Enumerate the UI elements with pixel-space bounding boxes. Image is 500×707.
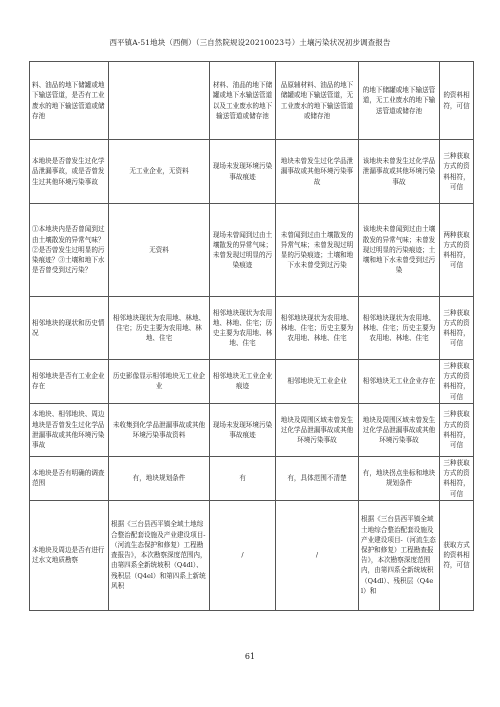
interview-cell: 相邻地块现状为农用地、林地、住宅；历史主要为农用地、林地、住宅 [276, 297, 359, 360]
document-cell: 无资料 [109, 204, 210, 297]
table-row [30, 403, 474, 456]
site-survey-cell: 相邻地块无工业企业痕迹 [210, 360, 276, 404]
consistency-cell: 三种获取方式的资料相符，可信 [440, 456, 474, 500]
page-header-title: 西平镇A-51地块（西侧）（三自然院规设20210023号）土壤污染状况初步调查报告 [109, 38, 391, 47]
site-survey-cell: 现场未发现环境污染事故痕迹 [210, 140, 276, 204]
interview-cell: / [276, 500, 359, 610]
conclusion-cell: 根据《三台县西平镇全域土地综合整治配套设施及产业建设项目-（河流生态保护和修复）工程勘查报告》，本次勘察深度范围内，由第四系全新统坡积（Q4dl）、残积层（Q4el）和 [359, 500, 440, 610]
document-cell: 未收集到化学品泄漏事故或其他环境污染事故资料 [109, 403, 210, 456]
table-row [30, 204, 474, 297]
conclusion-cell: 有，地块拐点坐标和地块规划条件 [359, 456, 440, 500]
item-cell: 相邻地块是否有工业企业存在 [30, 360, 109, 404]
document-cell: 根据《三台县西平镇全域土地综合整治配套设施及产业建设项目-（河流生态保护和修复）工程勘查报告》，本次勘察深度范围内，由第四系全新统坡积（Q4dl）、残积层（Q4el）和第四系上新统风积 [109, 500, 210, 610]
page-number: 61 [244, 652, 256, 661]
site-survey-cell: 现场未发现环境污染事故痕迹 [210, 403, 276, 456]
table-body [30, 62, 474, 611]
consistency-cell: 三种获取方式的资料相符，可信 [440, 140, 474, 204]
table-row [30, 456, 474, 500]
table-row [30, 62, 474, 140]
table-row [30, 360, 474, 404]
document-cell [109, 62, 210, 140]
interview-cell: 地块未曾发生过化学品泄漏事故或其他环境污染事故 [276, 140, 359, 204]
interview-cell: 未曾闻到过由土壤散发的异常气味；未曾发现过明显的污染痕迹；土壤和地下水未曾受到过污染 [276, 204, 359, 297]
site-survey-cell: 有 [210, 456, 276, 500]
conclusion-cell: 该地块未曾闻到过由土壤散发的异常气味；未曾发现过明显的污染痕迹；土壤和地下水未曾受到过污染 [359, 204, 440, 297]
item-cell: 相邻地块的现状和历史情况 [30, 297, 109, 360]
item-cell: 本地块、相邻地块、周边地块是否曾发生过化学品泄漏事故或其他环境污染事故 [30, 403, 109, 456]
site-survey-cell: 现场未曾闻到过由土壤散发的异常气味；未曾发现过明显的污染痕迹 [210, 204, 276, 297]
interview-cell: 相邻地块无工业企业 [276, 360, 359, 404]
item-cell: 本地块是否曾发生过化学品泄漏事故，或是否曾发生过其他环境污染事故 [30, 140, 109, 204]
item-cell: 本地块及周边是否有进行过水文地质勘察 [30, 500, 109, 610]
site-survey-cell: 材料、油品的地下储罐或地下水输送管道以及工业废水的地下输送管道或储存池 [210, 62, 276, 140]
document-cell: 相邻地块现状为农用地、林地、住宅；历史主要为农用地、林地、住宅 [109, 297, 210, 360]
conclusion-cell: 该地块未曾发生过化学品泄漏事故或其他环境污染事故 [359, 140, 440, 204]
interview-cell: 品原辅材料、油品的地下储罐或地下输送管道，无工业废水的地下输送管道或储存池 [276, 62, 359, 140]
item-cell: ①本地块内是否曾闻到过由土壤散发的异常气味？②是否曾发生过明显的污染痕迹？③土壤和地下水是否曾受到过污染？ [30, 204, 109, 297]
conclusion-cell: 的地下储罐或地下输送管道，无工业废水的地下输送管道或储存池 [359, 62, 440, 140]
site-survey-cell: / [210, 500, 276, 610]
document-cell: 有，地块规划条件 [109, 456, 210, 500]
consistency-cell: 三种获取方式的资料相符，可信 [440, 360, 474, 404]
item-cell: 本地块是否有明确的调查范围 [30, 456, 109, 500]
consistency-cell: 三种获取方式的资料相符，可信 [440, 403, 474, 456]
table-row [30, 140, 474, 204]
consistency-cell: 三种获取方式的资料相符，可信 [440, 297, 474, 360]
interview-cell: 地块及周围区域未曾发生过化学品泄漏事故或其他环境污染事故 [276, 403, 359, 456]
table-row [30, 297, 474, 360]
conclusion-cell: 地块及周围区域未曾发生过化学品泄漏事故或其他环境污染事故 [359, 403, 440, 456]
interview-cell: 有，具体范围不清楚 [276, 456, 359, 500]
document-cell: 无工业企业，无资料 [109, 140, 210, 204]
item-cell: 料、油品的地下储罐或地下输送管道，是否有工业废水的地下输送管道或储存池 [30, 62, 109, 140]
conclusion-cell: 相邻地块无工业企业存在 [359, 360, 440, 404]
site-survey-cell: 相邻地块现状为农用地、林地、住宅；历史主要为农用地、林地、住宅 [210, 297, 276, 360]
consistency-cell: 获取方式的资料相符，可信 [440, 500, 474, 610]
conclusion-cell: 相邻地块现状为农用地、林地、住宅；历史主要为农用地、林地、住宅 [359, 297, 440, 360]
consistency-cell: 的资料相符，可信 [440, 62, 474, 140]
table-row [30, 500, 474, 610]
document-cell: 历史影像显示相邻地块无工业企业 [109, 360, 210, 404]
consistency-cell: 两种获取方式的资料相符，可信 [440, 204, 474, 297]
investigation-table [29, 61, 474, 611]
